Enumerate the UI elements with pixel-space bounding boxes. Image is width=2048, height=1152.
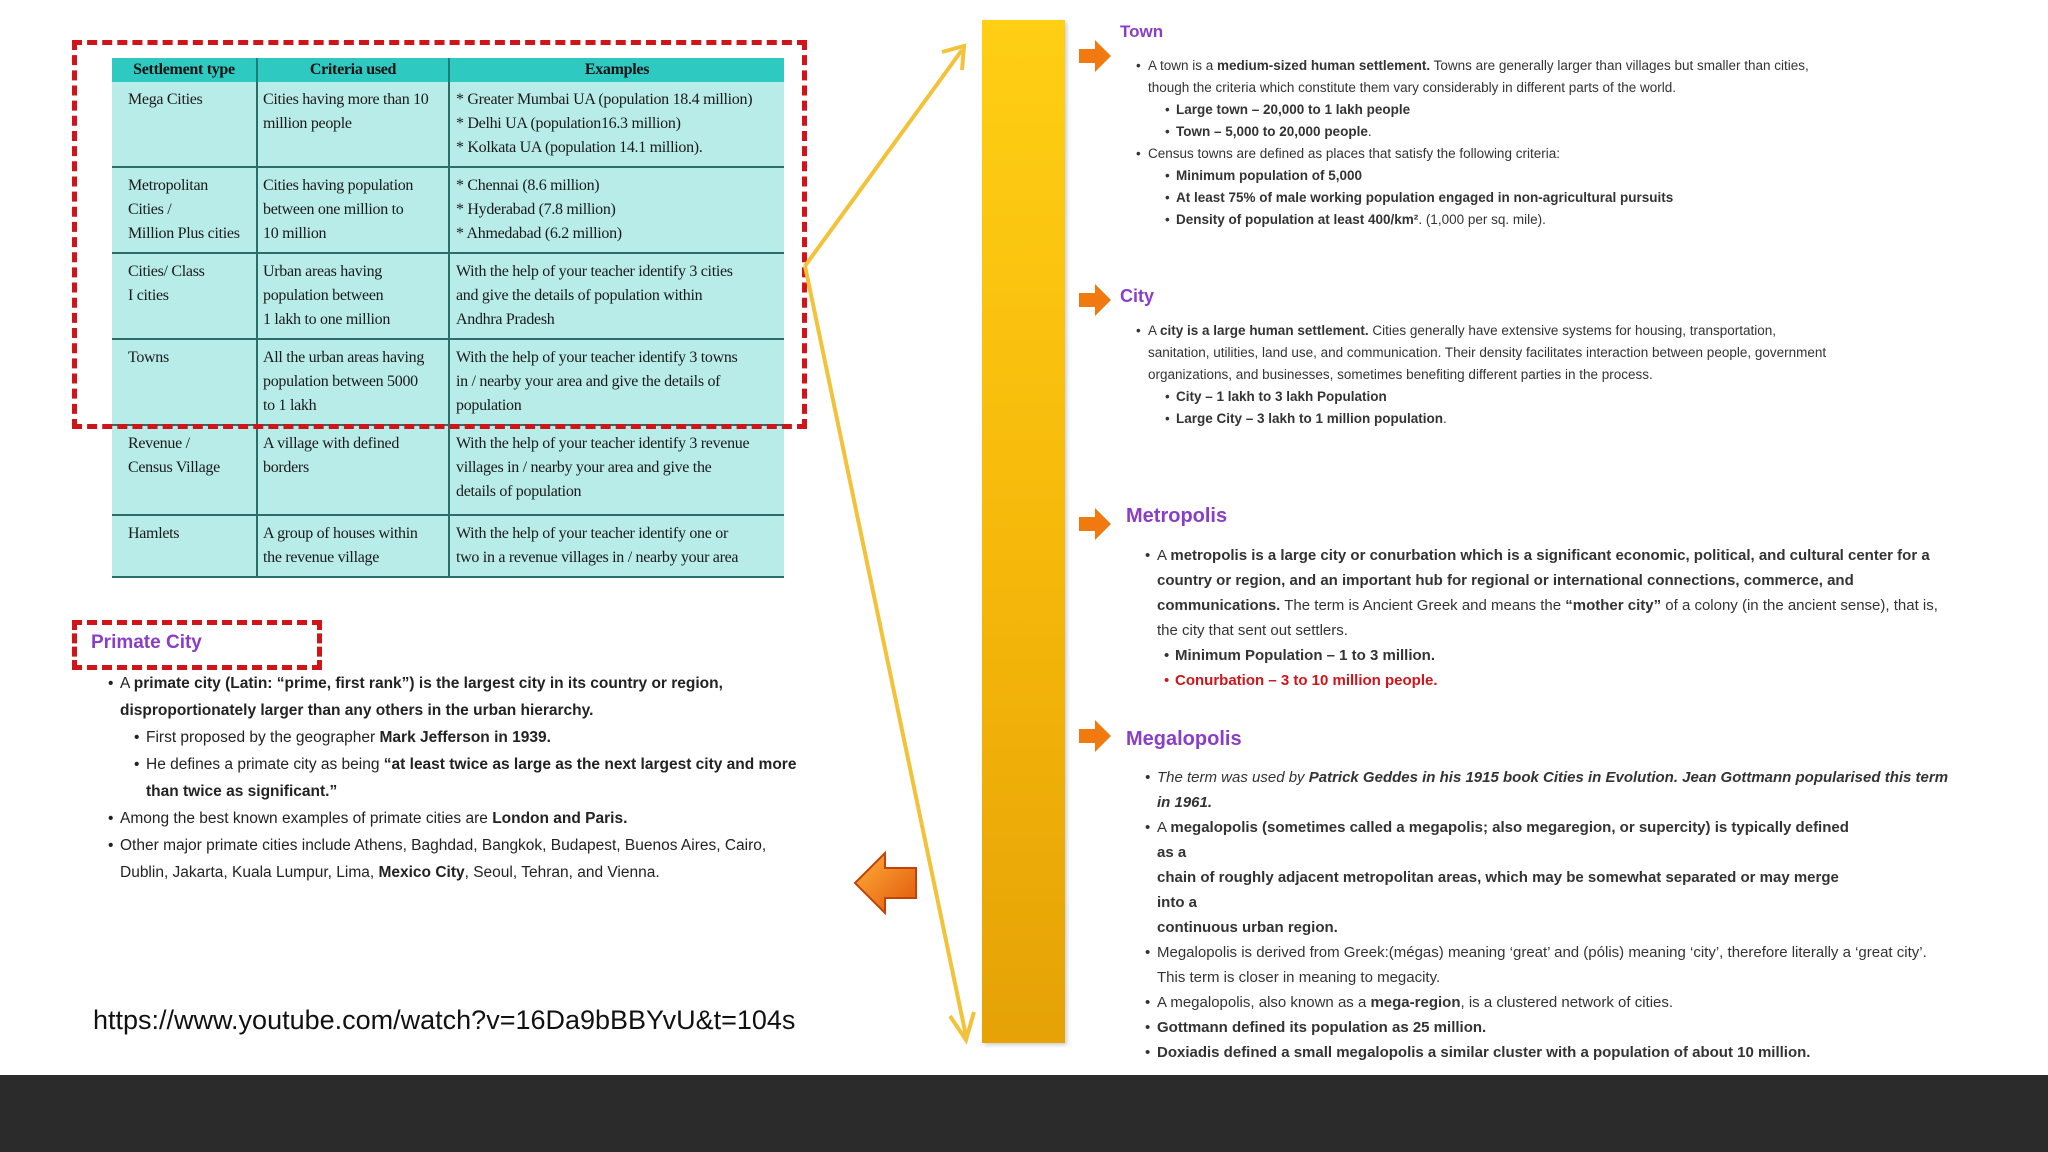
cell-line: * Greater Mumbai UA (population 18.4 million) [456,91,753,108]
list-item: • Among the best known examples of primate cities are London and Paris. [88,805,808,832]
cell-line: * Chennai (8.6 million) [456,177,600,194]
orange-arrow-right-icon [1077,282,1113,318]
megalopolis-title: Megalopolis [1126,728,1242,750]
cell-line: the revenue village [263,549,380,566]
cell-line: Andhra Pradesh [456,311,555,328]
yellow-arrow-down [805,266,974,1040]
cell-line: Towns [128,349,169,366]
cell-line: 10 million [263,225,327,242]
list-item: • Gottmann defined its population as 25 million. [1157,1015,1957,1040]
table-cell [449,515,784,577]
table-cell [257,425,449,515]
town-title: Town [1120,22,1164,41]
cell-line: details of population [456,483,582,500]
cell-line: population between 5000 [263,373,418,390]
cell-line: to 1 lakh [263,397,317,414]
column-header: Settlement type [112,58,257,82]
cell-line: A group of houses within [263,525,418,542]
list-item: • City – 1 lakh to 3 lakh Population [1176,386,1828,408]
metropolis-list [1157,543,1947,693]
gold-divider-bar [982,20,1065,1043]
primate-city-title: Primate City [91,632,202,653]
megalopolis-list [1157,765,1957,1065]
list-item: • Other major primate cities include Athens, Baghdad, Bangkok, Budapest, Buenos Aires, Cairo, Dublin, Jakarta, Kuala Lumpur, Lima, Mexico City, Seoul, Tehran, and Vienna. [88,832,808,886]
column-header: Examples [449,58,784,82]
cell-line: * Delhi UA (population16.3 million) [456,115,681,132]
cell-line: and give the details of population within [456,287,703,304]
cell-line: Revenue / [128,435,190,452]
list-item: • A city is a large human settlement. Cities generally have extensive systems for housing, transportation, sanitation, utilities, land use, and communication. Their density facilitates interaction between people, government organizations, and businesses, sometimes benefiting different parties in the process. [1148,320,1828,386]
cell-line: * Kolkata UA (population 14.1 million). [456,139,703,156]
city-title: City [1120,286,1155,306]
table-cell [112,515,257,577]
cell-line: Metropolitan [128,177,208,194]
cell-line: Million Plus cities [128,225,240,242]
cell-line: I cities [128,287,169,304]
column-header: Criteria used [257,58,449,82]
cell-line: With the help of your teacher identify 3 cities [456,263,733,280]
list-item: • Town – 5,000 to 20,000 people. [1176,121,1848,143]
cell-line: population between [263,287,384,304]
cell-line: in / nearby your area and give the details of [456,373,721,390]
city-list [1148,320,1828,430]
cell-line: * Ahmedabad (6.2 million) [456,225,622,242]
cell-line: 1 lakh to one million [263,311,391,328]
primate-city-list [88,670,808,886]
list-item: • Conurbation – 3 to 10 million people. [1175,668,1947,693]
cell-line: villages in / nearby your area and give the [456,459,712,476]
table-cell [449,425,784,515]
table-cell [257,515,449,577]
highlight-box-table [72,40,807,429]
cell-line: Census Village [128,459,220,476]
list-item: • Doxiadis defined a small megalopolis a similar cluster with a population of about 10 million. [1157,1040,1957,1065]
list-item: • Large town – 20,000 to 1 lakh people [1176,99,1848,121]
list-item: • He defines a primate city as being “at least twice as large as the next largest city and more than twice as significant.” [88,751,808,805]
cell-line: Urban areas having [263,263,382,280]
orange-arrow-right-icon [1077,718,1113,754]
list-item: • The term was used by Patrick Geddes in his 1915 book Cities in Evolution. Jean Gottmann popularised this term in 1961. [1157,765,1957,815]
list-item: • Minimum Population – 1 to 3 million. [1175,643,1947,668]
list-item: • A town is a medium-sized human settlement. Towns are generally larger than villages but smaller than cities, though the criteria which constitute them vary considerably in different parts of the world. [1148,55,1848,99]
orange-arrow-right-icon [1077,38,1113,74]
list-item: • Minimum population of 5,000 [1176,165,1848,187]
list-item: • A megalopolis, also known as a mega-region, is a clustered network of cities. [1157,990,1957,1015]
cell-line: population [456,397,522,414]
cell-line: million people [263,115,352,132]
metropolis-title: Metropolis [1126,505,1228,527]
cell-line: Cities/ Class [128,263,205,280]
list-item: • A metropolis is a large city or conurbation which is a significant economic, political, and cultural center for a country or region, and an important hub for regional or international connections, commerce, and communications. The term is Ancient Greek and means the “mother city” of a colony (in the ancient sense), that is, the city that sent out settlers. [1157,543,1947,643]
list-item: • A megalopolis (sometimes called a megapolis; also megaregion, or supercity) is typically defined as a chain of roughly adjacent metropolitan areas, which may be somewhat separated or may merge into a continuous urban region. [1157,815,1957,940]
list-item: • At least 75% of male working population engaged in non-agricultural pursuits [1176,187,1848,209]
cell-line: between one million to [263,201,404,218]
orange-arrow-left-icon [855,853,916,913]
cell-line: Cities having more than 10 [263,91,429,108]
yellow-arrow-up [805,46,964,266]
town-list [1148,55,1848,231]
cell-line: borders [263,459,309,476]
cell-line: Cities having population [263,177,414,194]
table-row [112,515,784,577]
cell-line: With the help of your teacher identify 3 towns [456,349,738,366]
cell-line: With the help of your teacher identify 3 revenue [456,435,750,452]
cell-line: Mega Cities [128,91,203,108]
table-row [112,425,784,515]
table-cell [112,425,257,515]
cell-line: Hamlets [128,525,180,542]
cell-line: Cities / [128,201,172,218]
cell-line: All the urban areas having [263,349,425,366]
list-item: • A primate city (Latin: “prime, first rank”) is the largest city in its country or region, disproportionately larger than any others in the urban hierarchy. [88,670,808,724]
list-item: • Density of population at least 400/km². (1,000 per sq. mile). [1176,209,1848,231]
cell-line: two in a revenue villages in / nearby your area [456,549,739,566]
youtube-link[interactable]: https://www.youtube.com/watch?v=16Da9bBBYvU&t=104s [93,1005,796,1035]
bottom-bar [0,1075,2048,1152]
list-item: • Large City – 3 lakh to 1 million population. [1176,408,1828,430]
list-item: • Census towns are defined as places that satisfy the following criteria: [1148,143,1848,165]
cell-line: With the help of your teacher identify one or [456,525,728,542]
list-item: • First proposed by the geographer Mark Jefferson in 1939. [88,724,808,751]
cell-line: A village with defined [263,435,400,452]
orange-arrow-right-icon [1077,506,1113,542]
list-item: • Megalopolis is derived from Greek:(mégas) meaning ‘great’ and (pólis) meaning ‘city’, therefore literally a ‘great city’. This term is closer in meaning to megacity. [1157,940,1957,990]
cell-line: * Hyderabad (7.8 million) [456,201,616,218]
